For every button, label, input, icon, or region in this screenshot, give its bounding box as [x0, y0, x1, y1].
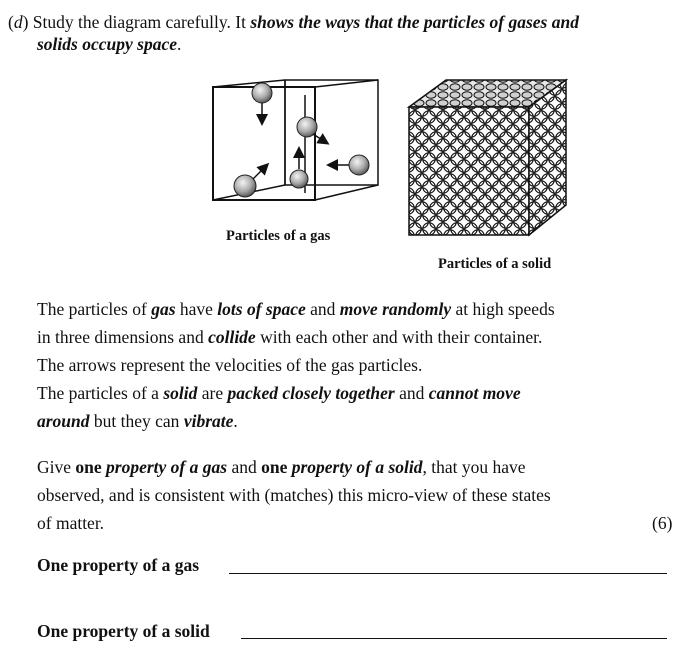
- question-intro-emph: shows the ways that the particles of gases and: [250, 12, 579, 32]
- task-line: [37, 453, 526, 481]
- desc-text: but they can: [89, 411, 184, 431]
- question-intro-plain: Study the diagram carefully. It: [28, 12, 251, 32]
- desc-text: .: [233, 411, 238, 431]
- task-line: [37, 509, 104, 537]
- question-label-letter: d: [13, 12, 23, 32]
- task-emph: property of a solid: [291, 457, 423, 477]
- desc-text: with each other and with their container.: [255, 327, 543, 347]
- question-heading-line2: [37, 33, 181, 55]
- gas-caption: Particles of a gas: [226, 228, 331, 244]
- description-line: [37, 407, 238, 435]
- desc-text: and: [394, 383, 429, 403]
- desc-text: are: [197, 383, 228, 403]
- task-text: , that you have: [422, 457, 526, 477]
- desc-emph: collide: [208, 327, 256, 347]
- task-emph: property of a gas: [106, 457, 228, 477]
- desc-emph: move randomly: [339, 299, 452, 319]
- solid-answer-line[interactable]: [241, 638, 667, 639]
- question-intro-end: .: [176, 34, 182, 54]
- desc-text: and: [305, 299, 340, 319]
- task-text: and: [227, 457, 262, 477]
- desc-emph: cannot move: [428, 383, 521, 403]
- question-intro-emph-2: solids occupy space: [37, 34, 177, 54]
- gas-particle: [252, 83, 272, 103]
- gas-answer-line[interactable]: [229, 573, 667, 574]
- desc-text: The particles of a: [37, 383, 164, 403]
- task-text: Give: [37, 457, 76, 477]
- desc-emph: lots of space: [217, 299, 306, 319]
- solid-caption: Particles of a solid: [438, 256, 552, 272]
- desc-emph: around: [37, 411, 90, 431]
- gas-particles-diagram: [205, 75, 385, 225]
- description-line: [37, 295, 555, 323]
- gas-answer-label: One property of a gas: [37, 555, 200, 575]
- task-line: [37, 481, 551, 509]
- question-label-open: (: [8, 12, 14, 32]
- description-line: [37, 379, 521, 407]
- desc-emph: solid: [163, 383, 198, 403]
- desc-text: The particles of: [37, 299, 152, 319]
- marks-label: (6): [652, 513, 673, 533]
- desc-text: The arrows represent the velocities of the gas particles.: [37, 355, 423, 375]
- task-bold: one: [75, 457, 102, 477]
- desc-emph: vibrate: [183, 411, 234, 431]
- desc-text: in three dimensions and: [37, 327, 209, 347]
- desc-text: at high speeds: [451, 299, 555, 319]
- gas-particle: [349, 155, 369, 175]
- question-label-close: ): [22, 12, 29, 32]
- desc-emph: gas: [151, 299, 176, 319]
- desc-emph: packed closely together: [227, 383, 395, 403]
- question-heading: [8, 11, 579, 33]
- task-text: observed, and is consistent with (matches) this micro-view of these states: [37, 485, 551, 505]
- description-line: [37, 351, 422, 379]
- desc-text: have: [175, 299, 218, 319]
- task-bold: one: [261, 457, 288, 477]
- solid-particles-diagram: [401, 75, 573, 250]
- solid-answer-label: One property of a solid: [37, 621, 210, 641]
- description-line: [37, 323, 542, 351]
- task-text: of matter.: [37, 513, 105, 533]
- gas-particle: [290, 170, 308, 188]
